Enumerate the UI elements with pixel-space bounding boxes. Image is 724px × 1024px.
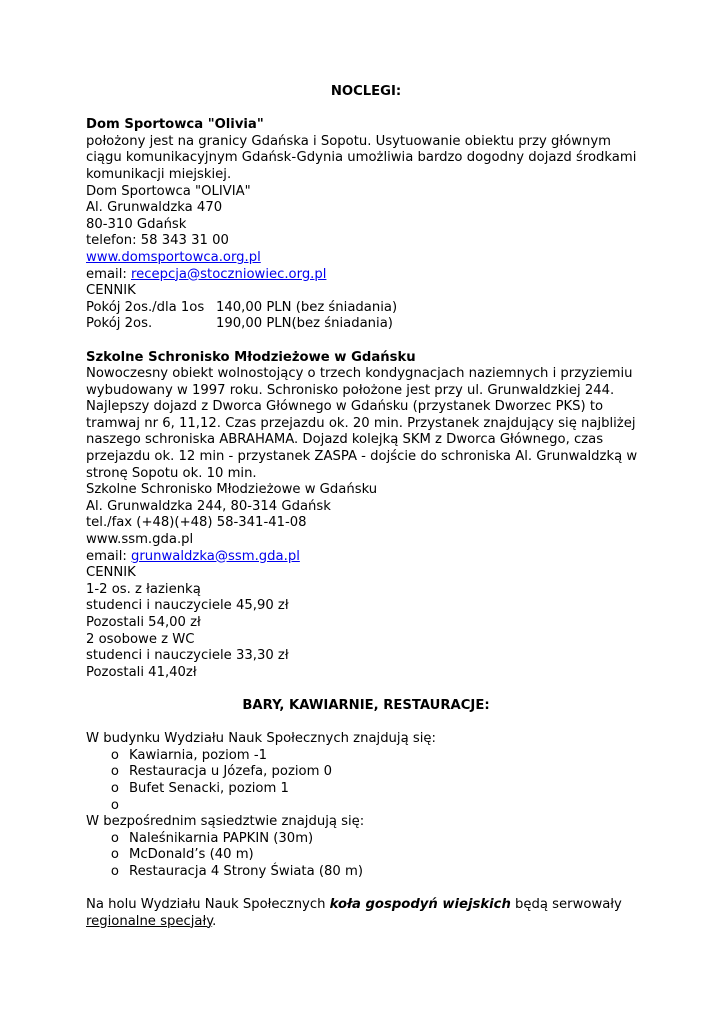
room-price: 190,00 PLN(bez śniadania): [216, 316, 393, 332]
bullet-icon: o: [110, 780, 119, 796]
nearby-intro: W bezpośrednim sąsiedztwie znajdują się:: [86, 814, 365, 830]
bullet-icon: o: [110, 764, 119, 780]
noclegi-heading: NOCLEGI:: [330, 84, 402, 99]
list-item: [86, 831, 646, 848]
list-item: [86, 847, 646, 864]
note-bold-italic: koła gospodyń wiejskich: [329, 897, 511, 913]
list-item: [86, 798, 646, 815]
olivia-name: Dom Sportowca "OLIVIA": [86, 183, 251, 199]
olivia-city: 80-310 Gdańsk: [86, 216, 187, 232]
note-underlined: regionalne specjały: [86, 913, 213, 929]
bullet-icon: o: [110, 830, 119, 846]
hostel-price-line: Pozostali 41,40zł: [86, 664, 197, 680]
list-item: [86, 748, 646, 765]
room-type: Pokój 2os.: [86, 316, 153, 332]
hostel-name: Szkolne Schronisko Młodzieżowe w Gdańsku: [86, 482, 378, 498]
hostel-price-line: Pozostali 54,00 zł: [86, 615, 201, 630]
hostel-email-label: email:: [86, 548, 132, 564]
list-item-text: Restauracja 4 Strony Świata (80 m): [129, 863, 363, 879]
hostel-price-line: 2 osobowe z WC: [86, 631, 195, 647]
olivia-street: Al. Grunwaldzka 470: [86, 200, 223, 216]
room-type: Pokój 2os./dla 1os: [86, 299, 205, 315]
list-item-text: McDonald’s (40 m): [129, 847, 254, 863]
olivia-price-heading: CENNIK: [86, 283, 136, 299]
list-item: [86, 764, 646, 781]
note-text: będą serwowały: [510, 897, 622, 913]
olivia-title: Dom Sportowca "Olivia": [86, 117, 264, 133]
nearby-list: [86, 831, 646, 881]
olivia-website-link[interactable]: www.domsportowca.org.pl: [86, 249, 261, 265]
hostel-address: Al. Grunwaldzka 244, 80-314 Gdańsk: [86, 498, 331, 514]
note-text: Na holu Wydziału Nauk Społecznych: [86, 897, 330, 913]
hostel-price-line: studenci i nauczyciele 33,30 zł: [86, 648, 289, 664]
list-item-text: [129, 798, 133, 815]
olivia-phone: telefon: 58 343 31 00: [86, 233, 229, 249]
document-page: [86, 84, 646, 930]
list-item-text: Bufet Senacki, poziom 1: [129, 780, 289, 796]
olivia-price-row: [86, 316, 646, 333]
hostel-description: Nowoczesny obiekt wolnostojący o trzech kondygnacjach naziemnych i przyziemiu wybudowany w 1997 roku. Schronisko położone jest przy ul. Grunwaldzkiej 244. Najlepszy dojazd z Dworca Głównego w Gdańsku (przystanek Dworzec PKS) to tramwaj nr 6, 11,12. Czas przejazdu ok. 20 min. Przystanek znajdujący się najbliżej naszego schroniska ABRAHAMA. Dojazd kolejką SKM z Dworca Głównego, czas przejazdu ok. 12 min - przystanek ZASPA - dojście do schroniska Al. Grunwaldzką w stronę Sopotu ok. 10 min.: [86, 366, 638, 481]
list-item-text: Naleśnikarnia PAPKIN (30m): [129, 830, 314, 846]
hostel-price-line: 1-2 os. z łazienką: [86, 581, 201, 597]
hostel-email-link[interactable]: grunwaldzka@ssm.gda.pl: [131, 548, 300, 564]
building-intro: W budynku Wydziału Nauk Społecznych znajdują się:: [86, 731, 436, 747]
hostel-price-line: studenci i nauczyciele 45,90 zł: [86, 598, 289, 614]
bullet-icon: o: [110, 847, 119, 863]
olivia-description: położony jest na granicy Gdańska i Sopotu. Usytuowanie obiektu przy głównym ciągu komunikacyjnym Gdańsk-Gdynia umożliwia bardzo dogodny dojazd środkami komunikacji miejskiej.: [86, 133, 637, 182]
bary-heading: BARY, KAWIARNIE, RESTAURACJE:: [242, 697, 490, 713]
bullet-icon: o: [110, 797, 119, 813]
list-item: [86, 781, 646, 798]
hostel-website: www.ssm.gda.pl: [86, 532, 194, 548]
list-item-text: Kawiarnia, poziom -1: [129, 747, 267, 763]
hostel-title: Szkolne Schronisko Młodzieżowe w Gdańsku: [86, 349, 416, 365]
list-item-text: Restauracja u Józefa, poziom 0: [129, 764, 333, 780]
note-end: .: [212, 913, 217, 929]
olivia-price-row: [86, 300, 646, 317]
room-price: 140,00 PLN (bez śniadania): [216, 299, 398, 315]
hostel-price-heading: CENNIK: [86, 565, 136, 581]
building-list: [86, 748, 646, 814]
olivia-email-label: email:: [86, 266, 132, 282]
bullet-icon: o: [110, 747, 119, 763]
hostel-phone: tel./fax (+48)(+48) 58-341-41-08: [86, 515, 307, 531]
olivia-email-link[interactable]: recepcja@stoczniowiec.org.pl: [131, 266, 327, 282]
list-item: [86, 864, 646, 881]
bullet-icon: o: [110, 863, 119, 879]
regional-note: [86, 897, 646, 930]
